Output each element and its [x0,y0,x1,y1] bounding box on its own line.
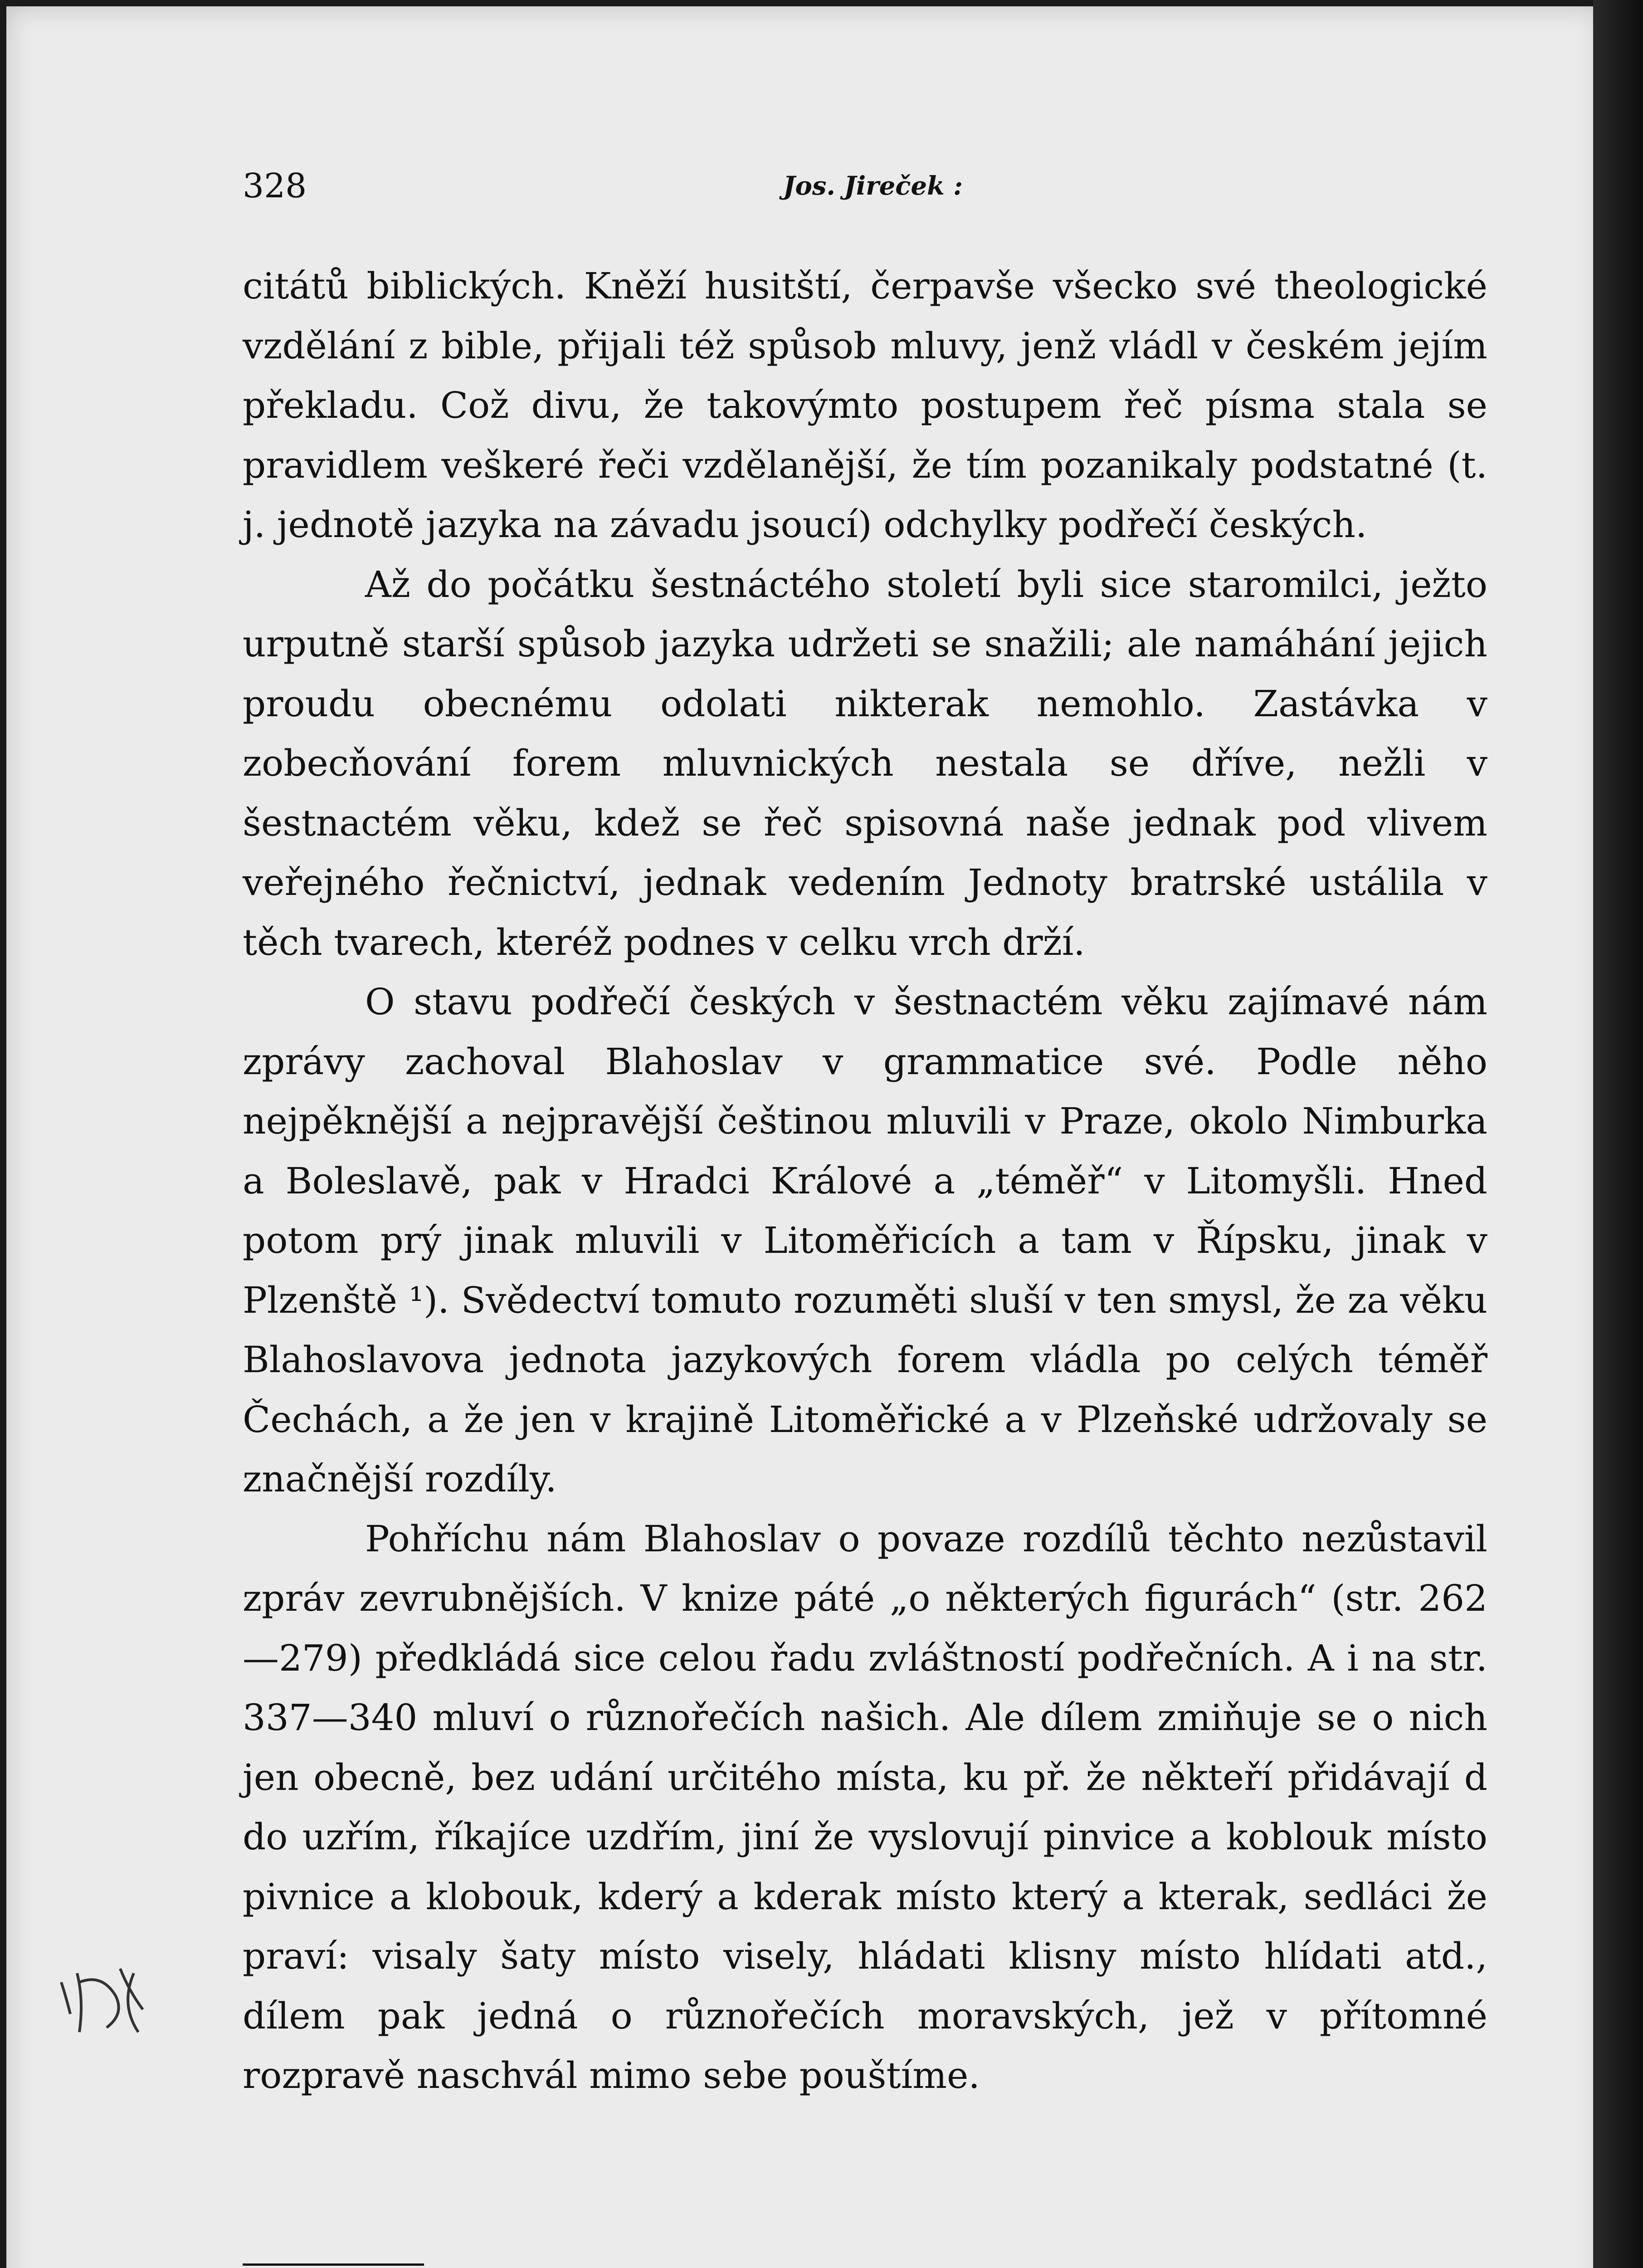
handwritten-mark-icon [52,1955,156,2041]
running-head: Jos. Jireček : [783,171,963,201]
footnote-divider [243,2263,424,2266]
handwritten-margin-mark [52,1955,156,2041]
paragraph-4: Pohříchu nám Blahoslav o povaze rozdílů těchto nezůstavil zpráv zevrubnějších. V knize páté „o některých figurách“ (str. 262—279) předkládá sice celou řadu zvláštností podřečních. A i na str. 337—340 mluví o různořečích našich. Ale dílem zmiňuje se o nich jen obecně, bez udání určitého místa, ku př. že někteří přidávají d do uzřím, říkajíce uzdřím, jiní že vyslovují pinvice a koblouk místo pivnice a klobouk, kderý a kderak místo který a kterak, sedláci že praví: visaly šaty místo visely, hládati klisny místo hlídati atd., dílem pak jedná o různořečích moravských, jež v přítomné rozpravě naschvál mimo sebe pouštíme. [243,1517,1487,2097]
page-number: 328 [243,166,307,205]
paragraph-2: Až do počátku šestnáctého století byli sice staromilci, ježto urputně starší spůsob jazyka udržeti se snažili; ale namáhání jejich proudu obecnému odolati nikterak nemohlo. Zastávka v zobecňování forem mluvnických nestala se dříve, nežli v šestnactém věku, kdež se řeč spisovná naše jednak pod vlivem veřejného řečnictví, jednak vedením Jednoty bratrské ustálila v těch tvarech, kteréž podnes v celku vrch drží. [243,563,1487,963]
paragraph-1: citátů biblických. Kněží husitští, čerpavše všecko své theologické vzdělání z bible, přijali též spůsob mluvy, jenž vládl v českém jejím překladu. Což divu, že takovýmto postupem řeč písma stala se pravidlem veškeré řeči vzdělanější, že tím pozanikaly podstatné (t. j. jednotě jazyka na závadu jsoucí) odchylky podřečí českých. [243,265,1487,546]
paragraph-3: O stavu podřečí českých v šestnactém věku zajímavé nám zprávy zachoval Blahoslav v grammatice své. Podle něho nejpěknější a nejpravější češtinou mluvili v Praze, okolo Nimburka a Boleslavě, pak v Hradci Králové a „téměř“ v Litomyšli. Hned potom prý jinak mluvili v Litoměřicích a tam v Řípsku, jinak v Plzenště ¹). Svědectví tomuto rozuměti sluší v ten smysl, že za věku Blahoslavova jednota jazykových forem vládla po celých téměř Čechách, a že jen v krajině Litoměřické a v Plzeňské udržovaly se značnější rozdíly. [243,981,1487,1500]
page-header [243,161,1503,211]
main-text [243,256,1487,2106]
scan-edge [1593,0,1643,2268]
